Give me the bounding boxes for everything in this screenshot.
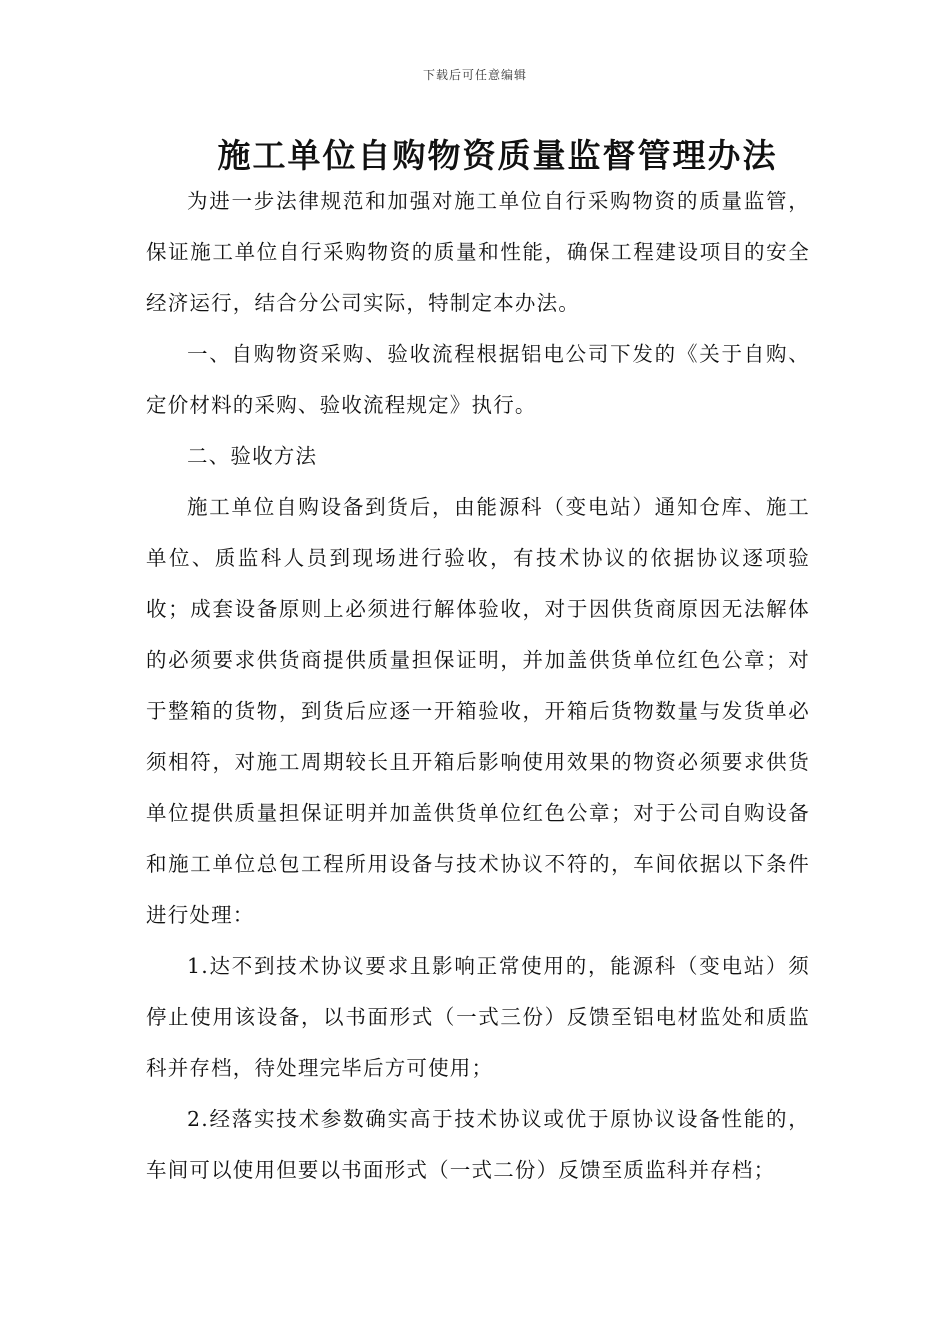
paragraph-intro: 为进一步法律规范和加强对施工单位自行采购物资的质量监管，保证施工单位自行采购物资的质量和性能，确保工程建设项目的安全经济运行，结合分公司实际，特制定本办法。: [146, 189, 810, 315]
paragraph-condition-2: 2.经落实技术参数确实高于技术协议或优于原协议设备性能的，车间可以使用但要以书面形式（一式二份）反馈至质监科并存档；: [146, 1107, 810, 1182]
document-body: [146, 176, 810, 1196]
page-header-note: 下载后可任意编辑: [422, 68, 527, 82]
paragraph-section-2-heading: 二、验收方法: [187, 444, 318, 468]
paragraph-acceptance-method: 施工单位自购设备到货后，由能源科（变电站）通知仓库、施工单位、质监科人员到现场进行验收，有技术协议的依据协议逐项验收；成套设备原则上必须进行解体验收，对于因供货商原因无法解体的必须要求供货商提供质量担保证明，并加盖供货单位红色公章；对于整箱的货物，到货后应逐一开箱验收，开箱后货物数量与发货单必须相符，对施工周期较长且开箱后影响使用效果的物资必须要求供货单位提供质量担保证明并加盖供货单位红色公章；对于公司自购设备和施工单位总包工程所用设备与技术协议不符的，车间依据以下条件进行处理：: [146, 495, 810, 927]
paragraph-condition-1: 1.达不到技术协议要求且影响正常使用的，能源科（变电站）须停止使用该设备，以书面形式（一式三份）反馈至铝电材监处和质监科并存档，待处理完毕后方可使用；: [146, 954, 810, 1080]
paragraph-section-1: 一、自购物资采购、验收流程根据铝电公司下发的《关于自购、定价材料的采购、验收流程规定》执行。: [146, 342, 810, 417]
document-title: 施工单位自购物资质量监督管理办法: [217, 136, 778, 175]
